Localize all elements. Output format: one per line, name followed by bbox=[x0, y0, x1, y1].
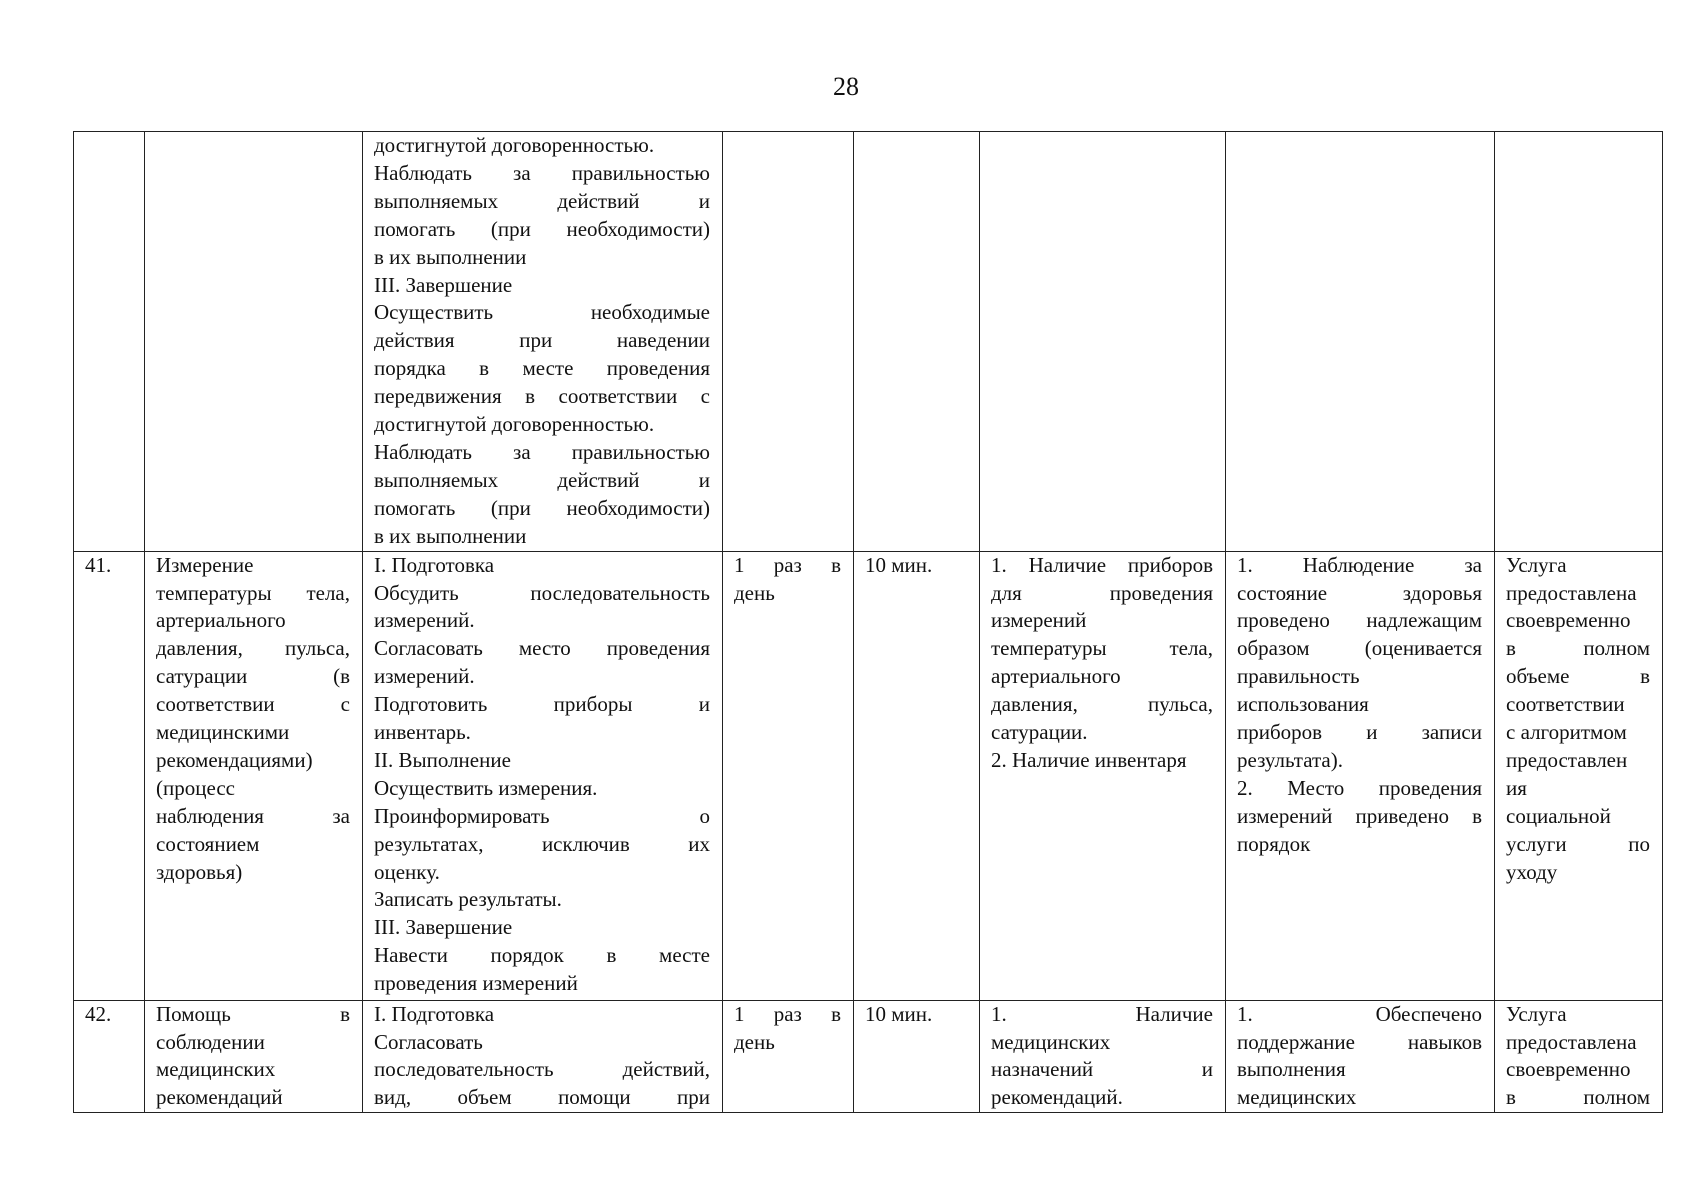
cell-text-line: в полном bbox=[1506, 636, 1650, 661]
cell-text-line: измерений. bbox=[374, 608, 475, 633]
cell-text-line: предоставлена bbox=[1506, 580, 1637, 605]
row-number-cell: 42. bbox=[74, 1000, 145, 1113]
cell-text-line: 1. Обеспечено bbox=[1237, 1001, 1482, 1026]
cell-text-line: артериального bbox=[156, 608, 286, 633]
cell-text-line: выполняемых действий и bbox=[374, 467, 710, 492]
cell-text-line: вид, объем помощи при bbox=[374, 1085, 710, 1110]
cell-text-line: 1. Наблюдение за bbox=[1237, 552, 1482, 577]
cell-text-line: результатах, исключив их bbox=[374, 831, 710, 856]
cell-text-line: Согласовать место проведения bbox=[374, 636, 710, 661]
cell-text-line: порядок bbox=[1237, 831, 1311, 856]
cell-text-line: II. Выполнение bbox=[374, 747, 511, 772]
cell-text-line: 1 раз в bbox=[734, 1001, 841, 1026]
cell-text-line: помогать (при необходимости) bbox=[374, 216, 710, 241]
cell-text-line: медицинских bbox=[991, 1029, 1111, 1054]
cell-text-line: артериального bbox=[991, 664, 1121, 689]
cell-text-line: соответствии с bbox=[156, 692, 350, 717]
cell-text-line: передвижения в соответствии с bbox=[374, 384, 710, 409]
cell-text-line: оценку. bbox=[374, 859, 440, 884]
cell-text-line: последовательность действий, bbox=[374, 1057, 710, 1082]
cell-text-line: III. Завершение bbox=[374, 272, 513, 297]
cell-text-line: действия при наведении bbox=[374, 328, 710, 353]
cell-text-line: температуры тела, bbox=[156, 580, 350, 605]
result-cell bbox=[1495, 1000, 1663, 1113]
cell-text-line: медицинских bbox=[1237, 1085, 1357, 1110]
cell-text-line: день bbox=[734, 580, 775, 605]
cell-text-line: медицинских bbox=[156, 1057, 276, 1082]
cell-text-line: измерений bbox=[991, 608, 1087, 633]
cell-text-line: рекомендаций. bbox=[991, 1085, 1123, 1110]
table-row bbox=[74, 132, 1663, 552]
cell-text-line: Подготовить приборы и bbox=[374, 692, 710, 717]
cell-text-line: правильность bbox=[1237, 664, 1360, 689]
row-number-cell bbox=[74, 132, 145, 552]
cell-text-line: в их выполнении bbox=[374, 523, 527, 548]
row-number-cell: 41. bbox=[74, 551, 145, 1000]
cell-text-line: Наблюдать за правильностью bbox=[374, 439, 710, 464]
cell-text-line: проведения измерений bbox=[374, 971, 578, 996]
cell-text-line: достигнутой договоренностью. bbox=[374, 133, 655, 157]
cell-text-line: своевременно bbox=[1506, 1057, 1631, 1082]
quality-indicators-cell bbox=[1226, 132, 1495, 552]
frequency-cell bbox=[723, 132, 854, 552]
service-name-cell bbox=[145, 551, 363, 1000]
page-number: 28 bbox=[833, 72, 859, 101]
cell-text-line: измерений. bbox=[374, 664, 475, 689]
conditions-cell bbox=[980, 551, 1226, 1000]
cell-text-line: давления, пульса, bbox=[156, 636, 350, 661]
cell-text-line: соблюдении bbox=[156, 1029, 265, 1054]
cell-text-line: 1 раз в bbox=[734, 552, 841, 577]
cell-text-line: использования bbox=[1237, 692, 1369, 717]
quality-indicators-cell bbox=[1226, 551, 1495, 1000]
cell-text-line: социальной bbox=[1506, 803, 1611, 828]
result-cell bbox=[1495, 551, 1663, 1000]
cell-text-line: III. Завершение bbox=[374, 915, 513, 940]
cell-text-line: выполняемых действий и bbox=[374, 188, 710, 213]
cell-text-line: инвентарь. bbox=[374, 720, 471, 745]
cell-text-line: Согласовать bbox=[374, 1029, 483, 1054]
cell-text-line: для проведения bbox=[991, 580, 1213, 605]
cell-text-line: уходу bbox=[1506, 859, 1558, 884]
cell-text-line: температуры тела, bbox=[991, 636, 1213, 661]
cell-text-line: предоставлена bbox=[1506, 1029, 1637, 1054]
cell-text-line: рекомендациями) bbox=[156, 747, 313, 772]
cell-text-line: назначений и bbox=[991, 1057, 1213, 1082]
frequency-cell bbox=[723, 1000, 854, 1113]
cell-text-line: Проинформировать о bbox=[374, 803, 710, 828]
cell-text-line: измерений приведено в bbox=[1237, 803, 1482, 828]
cell-text-line: медицинскими bbox=[156, 720, 290, 745]
duration-cell: 10 мин. bbox=[854, 1000, 980, 1113]
cell-text-line: Услуга bbox=[1506, 1001, 1567, 1026]
cell-text-line: давления, пульса, bbox=[991, 692, 1213, 717]
cell-text-line: Осуществить измерения. bbox=[374, 775, 598, 800]
table-row bbox=[74, 551, 1663, 1000]
cell-text-line: Измерение bbox=[156, 552, 254, 577]
cell-text-line: объеме в bbox=[1506, 664, 1650, 689]
cell-text-line: Навести порядок в месте bbox=[374, 943, 710, 968]
cell-text-line: проведено надлежащим bbox=[1237, 608, 1482, 633]
conditions-cell bbox=[980, 132, 1226, 552]
quality-indicators-cell bbox=[1226, 1000, 1495, 1113]
cell-text-line: Наблюдать за правильностью bbox=[374, 160, 710, 185]
service-name-cell bbox=[145, 1000, 363, 1113]
procedure-cell bbox=[363, 132, 723, 552]
cell-text-line: предоставлен bbox=[1506, 747, 1628, 772]
cell-text-line: состоянием bbox=[156, 831, 260, 856]
service-name-cell bbox=[145, 132, 363, 552]
cell-text-line: Помощь в bbox=[156, 1001, 350, 1026]
cell-text-line: приборов и записи bbox=[1237, 720, 1482, 745]
cell-text-line: порядка в месте проведения bbox=[374, 356, 710, 381]
cell-text-line: Услуга bbox=[1506, 552, 1567, 577]
cell-text-line: в полном bbox=[1506, 1085, 1650, 1110]
frequency-cell bbox=[723, 551, 854, 1000]
cell-text-line: рекомендаций bbox=[156, 1085, 283, 1110]
cell-text-line: наблюдения за bbox=[156, 803, 350, 828]
cell-text-line: соответствии bbox=[1506, 692, 1625, 717]
cell-text-line: своевременно bbox=[1506, 608, 1631, 633]
duration-cell bbox=[854, 132, 980, 552]
cell-text-line: Записать результаты. bbox=[374, 887, 562, 912]
cell-text-line: Осуществить необходимые bbox=[374, 300, 710, 325]
cell-text-line: состояние здоровья bbox=[1237, 580, 1482, 605]
cell-text-line: достигнутой договоренностью. bbox=[374, 412, 655, 437]
cell-text-line: в их выполнении bbox=[374, 244, 527, 269]
table-row bbox=[74, 1000, 1663, 1113]
cell-text-line: I. Подготовка bbox=[374, 552, 495, 577]
cell-text-line: с алгоритмом bbox=[1506, 720, 1627, 745]
conditions-cell bbox=[980, 1000, 1226, 1113]
cell-text-line: здоровья) bbox=[156, 859, 243, 884]
procedure-cell bbox=[363, 551, 723, 1000]
cell-text-line: сатурации. bbox=[991, 720, 1088, 745]
cell-text-line: 1. Наличие приборов bbox=[991, 552, 1213, 577]
cell-text-line: 2. Наличие инвентаря bbox=[991, 747, 1187, 772]
services-table bbox=[73, 131, 1663, 1113]
cell-text-line: сатурации (в bbox=[156, 664, 350, 689]
cell-text-line: помогать (при необходимости) bbox=[374, 495, 710, 520]
cell-text-line: (процесс bbox=[156, 775, 235, 800]
result-cell bbox=[1495, 132, 1663, 552]
procedure-cell bbox=[363, 1000, 723, 1113]
duration-cell: 10 мин. bbox=[854, 551, 980, 1000]
cell-text-line: день bbox=[734, 1029, 775, 1054]
cell-text-line: образом (оценивается bbox=[1237, 636, 1482, 661]
cell-text-line: результата). bbox=[1237, 747, 1343, 772]
cell-text-line: I. Подготовка bbox=[374, 1001, 495, 1026]
cell-text-line: 2. Место проведения bbox=[1237, 775, 1482, 800]
cell-text-line: поддержание навыков bbox=[1237, 1029, 1482, 1054]
cell-text-line: услуги по bbox=[1506, 831, 1650, 856]
cell-text-line: 1. Наличие bbox=[991, 1001, 1213, 1026]
cell-text-line: выполнения bbox=[1237, 1057, 1346, 1082]
cell-text-line: Обсудить последовательность bbox=[374, 580, 710, 605]
cell-text-line: ия bbox=[1506, 775, 1527, 800]
